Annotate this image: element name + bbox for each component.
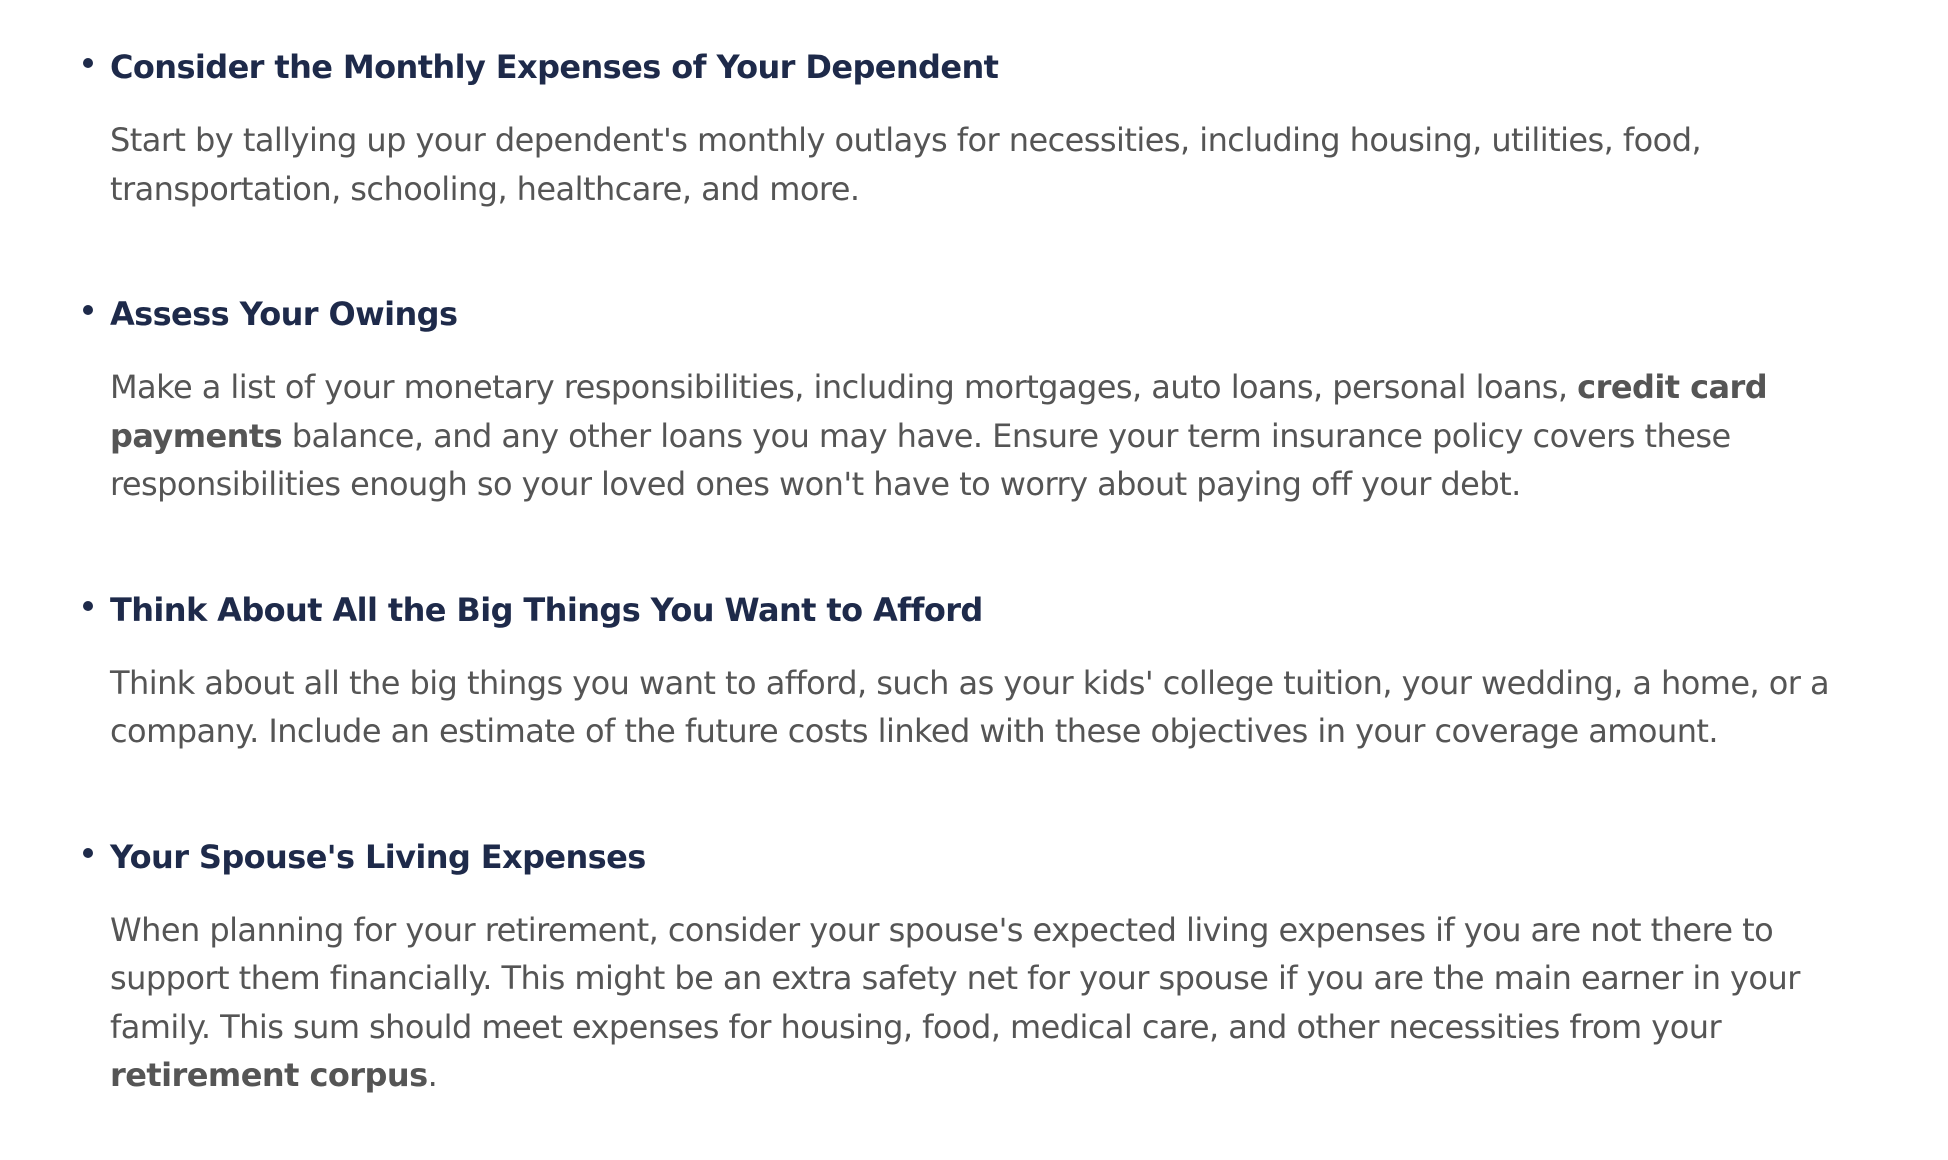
- list-item: [110, 42, 1888, 213]
- bullet-icon: [83, 305, 93, 315]
- paragraph-text: .: [427, 1056, 438, 1094]
- list-item: [110, 585, 1888, 756]
- item-paragraph: Think about all the big things you want to afford, such as your kids' college tuition, your wedding, a home, or a company. Include an estimate of the future costs linked with these objectives in your coverage amount.: [110, 663, 1830, 750]
- bold-term-retirement-corpus: retirement corpus: [110, 1056, 428, 1094]
- item-paragraph: [110, 906, 1888, 1100]
- item-paragraph: Start by tallying up your dependent's monthly outlays for necessities, including housing, utilities, food, transportation, schooling, healthcare, and more.: [110, 121, 1702, 208]
- item-heading: Assess Your Owings: [110, 295, 458, 333]
- item-heading: Consider the Monthly Expenses of Your Dependent: [110, 48, 999, 86]
- bullet-icon: [83, 58, 93, 68]
- paragraph-text: When planning for your retirement, consider your spouse's expected living expenses if you are not there to support them financially. This might be an extra safety net for your spouse if you are the main earner in your family. This sum should meet expenses for housing, food, medical care, and other necessities from your: [110, 910, 1800, 1046]
- bullet-icon: [83, 848, 93, 858]
- item-paragraph: [110, 363, 1888, 509]
- item-heading: Your Spouse's Living Expenses: [110, 837, 646, 876]
- paragraph-text: Make a list of your monetary responsibilities, including mortgages, auto loans, personal loans,: [110, 368, 1578, 406]
- bold-term-credit-card-payments: credit card payments: [110, 368, 1768, 455]
- bullet-icon: [83, 601, 93, 611]
- list-item: [110, 832, 1888, 1100]
- paragraph-text: balance, and any other loans you may have. Ensure your term insurance policy covers these responsibilities enough so your loved ones won't have to worry about paying off your debt.: [110, 416, 1731, 503]
- item-heading: Think About All the Big Things You Want to Afford: [110, 590, 983, 629]
- list-item: [110, 289, 1888, 509]
